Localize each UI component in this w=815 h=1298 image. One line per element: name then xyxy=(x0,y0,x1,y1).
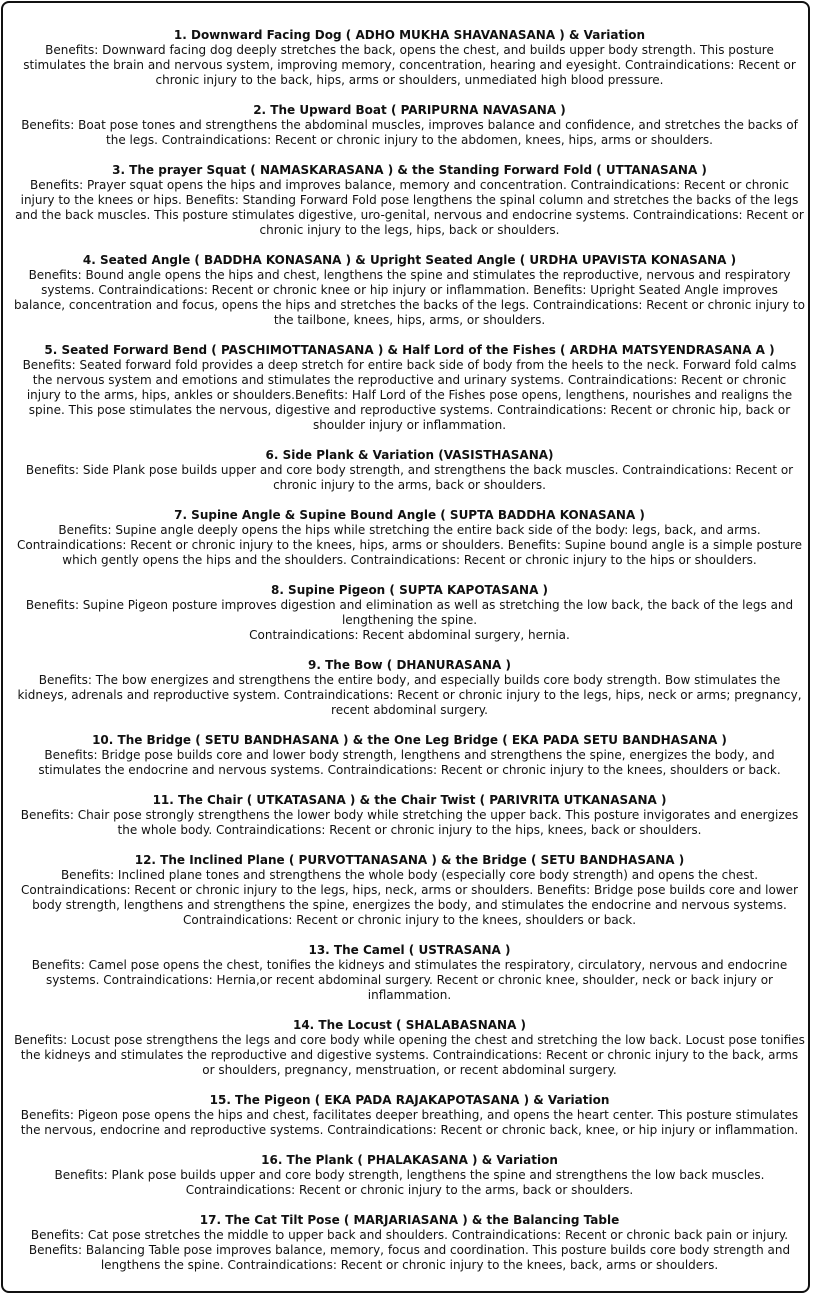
pose-entry xyxy=(14,163,805,238)
pose-entry xyxy=(14,583,805,643)
pose-description: Benefits: Side Plank pose builds upper and core body strength, and strengthens the back muscles. Contraindications: Recent or chronic injury to the arms, back or shoulders. xyxy=(25,463,794,492)
pose-entry xyxy=(14,1213,805,1273)
pose-description: Benefits: Chair pose strongly strengthens the lower body while stretching the upper back. This posture invigorates and energizes the whole body. Contraindications: Recent or chronic injury to the hips, knees, back or shoulders. xyxy=(20,808,799,837)
document-frame xyxy=(1,1,810,1293)
pose-title: 13. The Camel ( USTRASANA ) xyxy=(308,943,511,957)
pose-description: Benefits: Bridge pose builds core and lower body strength, lengthens and strengthens the spine, energizes the body, and stimulates the endocrine and nervous systems. Contraindications: Recent or chronic injury to the knees, shoulders or back. xyxy=(38,748,781,777)
pose-title: 7. Supine Angle & Supine Bound Angle ( SUPTA BADDHA KONASANA ) xyxy=(174,508,645,522)
pose-entry xyxy=(14,28,805,88)
pose-title: 3. The prayer Squat ( NAMASKARASANA ) & the Standing Forward Fold ( UTTANASANA ) xyxy=(112,163,707,177)
pose-title: 12. The Inclined Plane ( PURVOTTANASANA ) & the Bridge ( SETU BANDHASANA ) xyxy=(134,853,685,867)
pose-description: Benefits: Downward facing dog deeply stretches the back, opens the chest, and builds upper body strength. This posture stimulates the brain and nervous system, improving memory, concentration, hearing and eyesight. Contraindications: Recent or chronic injury to the back, hips, arms or shoulders, unmediated high blood pressure. xyxy=(23,43,796,87)
pose-entry xyxy=(14,1018,805,1078)
pose-description: Benefits: Supine Pigeon posture improves digestion and elimination as well as stretching the low back, the back of the legs and lengthening the spine. Contraindications: Recent abdominal surgery, hernia. xyxy=(25,598,794,642)
pose-title: 10. The Bridge ( SETU BANDHASANA ) & the One Leg Bridge ( EKA PADA SETU BANDHASANA ) xyxy=(92,733,727,747)
pose-description: Benefits: Plank pose builds upper and core body strength, lengthens the spine and strengthens the low back muscles. Contraindications: Recent or chronic injury to the arms, back or shoulders. xyxy=(54,1168,765,1197)
pose-description: Benefits: Pigeon pose opens the hips and chest, facilitates deeper breathing, and opens the heart center. This posture stimulates the nervous, endocrine and reproductive systems. Contraindications: Recent or chronic back, knee, or hip injury or inflammation. xyxy=(20,1108,799,1137)
pose-entry xyxy=(14,733,805,778)
pose-title: 17. The Cat Tilt Pose ( MARJARIASANA ) & the Balancing Table xyxy=(199,1213,620,1227)
pose-title: 1. Downward Facing Dog ( ADHO MUKHA SHAVANASANA ) & Variation xyxy=(173,28,646,42)
pose-title: 8. Supine Pigeon ( SUPTA KAPOTASANA ) xyxy=(270,583,549,597)
pose-title: 2. The Upward Boat ( PARIPURNA NAVASANA ) xyxy=(253,103,566,117)
pose-entry xyxy=(14,658,805,718)
pose-description: Benefits: The bow energizes and strengthens the entire body, and especially builds core body strength. Bow stimulates the kidneys, adrenals and reproductive system. Contraindications: Recent or chronic injury to the legs, hips, neck or arms; pregnancy, recent abdominal surgery. xyxy=(17,673,802,717)
pose-entry xyxy=(14,343,805,433)
pose-entry xyxy=(14,1093,805,1138)
pose-description: Benefits: Locust pose strengthens the legs and core body while opening the chest and stretching the low back. Locust pose tonifies the kidneys and stimulates the reproductive and digestive systems. Contraindications: Recent or chronic injury to the back, arms or shoulders, pregnancy, menstruation, or recent abdominal surgery. xyxy=(14,1033,805,1077)
pose-title: 4. Seated Angle ( BADDHA KONASANA ) & Upright Seated Angle ( URDHA UPAVISTA KONASANA ) xyxy=(82,253,737,267)
pose-title: 5. Seated Forward Bend ( PASCHIMOTTANASANA ) & Half Lord of the Fishes ( ARDHA MATSYENDRASANA A ) xyxy=(44,343,775,357)
pose-title: 9. The Bow ( DHANURASANA ) xyxy=(308,658,511,672)
pose-entry xyxy=(14,793,805,838)
pose-title: 11. The Chair ( UTKATASANA ) & the Chair Twist ( PARIVRITA UTKANASANA ) xyxy=(152,793,667,807)
pose-description: Benefits: Camel pose opens the chest, tonifies the kidneys and stimulates the respiratory, circulatory, nervous and endocrine systems. Contraindications: Hernia,or recent abdominal surgery. Recent or chronic knee, shoulder, neck or back injury or inflammation. xyxy=(31,958,788,1002)
pose-entry xyxy=(14,103,805,148)
pose-entry xyxy=(14,1153,805,1198)
pose-entry xyxy=(14,448,805,493)
pose-title: 16. The Plank ( PHALAKASANA ) & Variation xyxy=(261,1153,558,1167)
pose-title: 6. Side Plank & Variation (VASISTHASANA) xyxy=(265,448,554,462)
pose-description: Benefits: Bound angle opens the hips and chest, lengthens the spine and stimulates the reproductive, nervous and respiratory systems. Contraindications: Recent or chronic knee or hip injury or inflammation. Benefits: Upright Seated Angle improves balance, concentration and focus, opens the hips and stretches the backs of the legs. Contraindications: Recent or chronic injury to the tailbone, knees, hips, arms, or shoulders. xyxy=(14,268,805,327)
pose-description: Benefits: Seated forward fold provides a deep stretch for entire back side of body from the heels to the neck. Forward fold calms the nervous system and emotions and stimulates the reproductive and urinary systems. Contraindications: Recent or chronic injury to the arms, hips, ankles or shoulders.Benefits: Half Lord of the Fishes pose opens, lengthens, nourishes and realigns the spine. This pose stimulates the nervous, digestive and reproductive systems. Contraindications: Recent or chronic hip, back or shoulder injury or inflammation. xyxy=(22,358,797,432)
pose-description: Benefits: Supine angle deeply opens the hips while stretching the entire back side of the body: legs, back, and arms. Contraindications: Recent or chronic injury to the knees, hips, arms or shoulders. Benefits: Supine bound angle is a simple posture which gently opens the hips and the shoulders. Contraindications: Recent or chronic injury to the hips or shoulders. xyxy=(16,523,803,567)
pose-entry xyxy=(14,253,805,328)
pose-description: Benefits: Cat pose stretches the middle to upper back and shoulders. Contraindications: Recent or chronic back pain or injury. Benefits: Balancing Table pose improves balance, memory, focus and coordination. This posture builds core body strength and lengthens the spine. Contraindications: Recent or chronic injury to the knees, back, arms or shoulders. xyxy=(28,1228,791,1272)
pose-title: 15. The Pigeon ( EKA PADA RAJAKAPOTASANA ) & Variation xyxy=(209,1093,610,1107)
pose-description: Benefits: Prayer squat opens the hips and improves balance, memory and concentration. Contraindications: Recent or chronic injury to the knees or hips. Benefits: Standing Forward Fold pose lengthens the spinal column and stretches the backs of the legs and the back muscles. This posture stimulates digestive, uro-genital, nervous and endocrine systems. Contraindications: Recent or chronic injury to the legs, hips, back or shoulders. xyxy=(15,178,804,237)
pose-list xyxy=(14,28,805,1288)
pose-title: 14. The Locust ( SHALABASNANA ) xyxy=(292,1018,527,1032)
pose-description: Benefits: Boat pose tones and strengthens the abdominal muscles, improves balance and confidence, and stretches the backs of the legs. Contraindications: Recent or chronic injury to the abdomen, knees, hips, arms or shoulders. xyxy=(21,118,798,147)
pose-entry xyxy=(14,508,805,568)
pose-description: Benefits: Inclined plane tones and strengthens the whole body (especially core body strength) and opens the chest. Contraindications: Recent or chronic injury to the legs, hips, neck, arms or shoulders. Benefits: Bridge pose builds core and lower body strength, lengthens and strengthens the spine, energizes the body, and stimulates the endocrine and nervous systems. Contraindications: Recent or chronic injury to the knees, shoulders or back. xyxy=(21,868,798,927)
pose-entry xyxy=(14,943,805,1003)
pose-entry xyxy=(14,853,805,928)
